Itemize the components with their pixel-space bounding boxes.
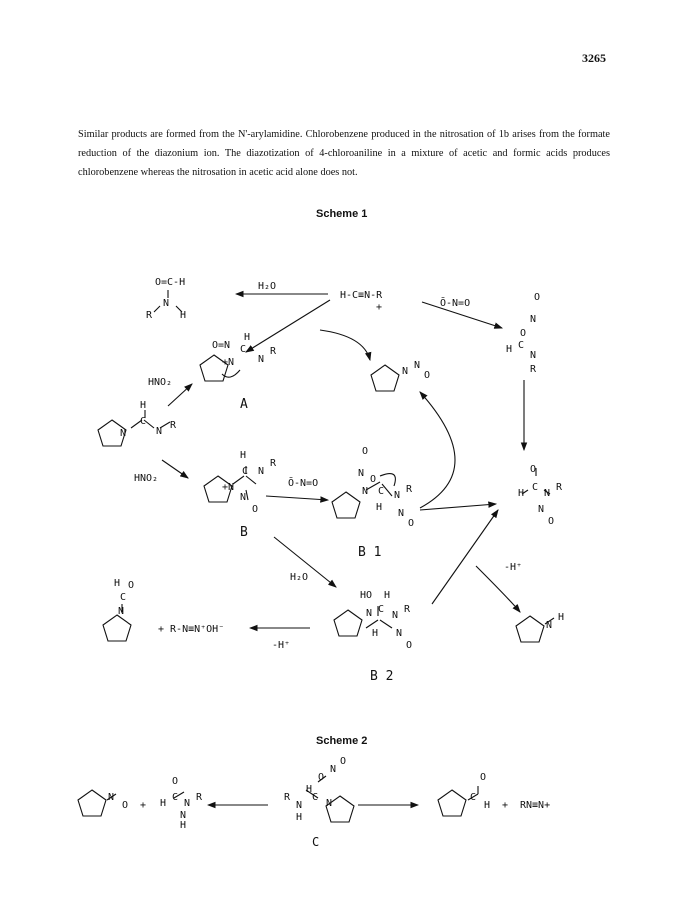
- svg-text:N: N: [402, 366, 409, 377]
- svg-text:N: N: [258, 466, 265, 477]
- svg-text:C: C: [518, 340, 525, 351]
- svg-text:HO: HO: [360, 590, 373, 601]
- svg-text:O: O: [424, 370, 431, 381]
- nitrilium-ion: H-C≡N-R: [340, 290, 383, 301]
- svg-text:O: O: [520, 328, 527, 339]
- svg-text:R: R: [146, 310, 153, 321]
- svg-text:N: N: [394, 490, 401, 501]
- svg-text:N: N: [530, 350, 537, 361]
- svg-text:N: N: [530, 314, 537, 325]
- svg-text:N: N: [184, 798, 191, 809]
- svg-text:R: R: [284, 792, 291, 803]
- scheme1-title: Scheme 1: [316, 208, 368, 220]
- svg-text:R: R: [270, 346, 277, 357]
- svg-text:O: O: [122, 800, 129, 811]
- svg-text:C: C: [470, 792, 477, 803]
- svg-text:N: N: [544, 488, 551, 499]
- pyrrolidine-ring: [516, 616, 544, 642]
- svg-text:O: O: [370, 474, 377, 485]
- pyrrolidine-ring: [334, 610, 362, 636]
- svg-text:O=N: O=N: [212, 340, 231, 351]
- svg-text:C: C: [312, 792, 319, 803]
- svg-text:O: O: [406, 640, 413, 651]
- svg-text:N: N: [362, 486, 369, 497]
- svg-text:N: N: [258, 354, 265, 365]
- svg-text:N: N: [392, 610, 399, 621]
- svg-text:N: N: [546, 620, 553, 631]
- nitrite-top: Ō-N=O: [440, 298, 471, 309]
- svg-text:O: O: [548, 516, 555, 527]
- formamide-top-text: O=C-H: [155, 277, 186, 288]
- svg-text:H: H: [484, 800, 491, 811]
- svg-text:O: O: [172, 776, 179, 787]
- svg-text:H: H: [558, 612, 565, 623]
- svg-text:C: C: [140, 416, 147, 427]
- svg-text:N: N: [326, 798, 333, 809]
- diazonium-product: RN≡N+: [520, 800, 551, 811]
- svg-text:H: H: [518, 488, 525, 499]
- svg-text:N: N: [398, 508, 405, 519]
- pyrrolidine-ring: [332, 492, 360, 518]
- pyrrolidine-ring: [103, 615, 131, 641]
- svg-text:H: H: [180, 310, 187, 321]
- scheme2-title: Scheme 2: [316, 735, 368, 747]
- svg-text:O: O: [480, 772, 487, 783]
- svg-text:N: N: [240, 492, 247, 503]
- svg-text:N: N: [296, 800, 303, 811]
- svg-text:N: N: [538, 504, 545, 515]
- svg-text:C: C: [378, 486, 385, 497]
- svg-text:R: R: [530, 364, 537, 375]
- svg-text:H: H: [384, 590, 391, 601]
- minus-h-bottom: -H⁺: [272, 640, 291, 651]
- pyrrolidine-ring: [371, 365, 399, 391]
- svg-text:H: H: [376, 502, 383, 513]
- svg-text:H: H: [306, 784, 313, 795]
- svg-text:N: N: [366, 608, 373, 619]
- label-B1: B 1: [358, 545, 382, 560]
- page-number: 3265: [582, 51, 606, 65]
- svg-text:N: N: [156, 426, 163, 437]
- minus-h-right: -H⁺: [504, 562, 523, 573]
- svg-text:O: O: [530, 464, 537, 475]
- svg-text:C: C: [378, 604, 385, 615]
- svg-text:N: N: [180, 810, 187, 821]
- svg-text:C: C: [240, 344, 247, 355]
- svg-text:R: R: [170, 420, 177, 431]
- svg-text:H: H: [372, 628, 379, 639]
- svg-text:C: C: [532, 482, 539, 493]
- reagent-hno2-lower: HNO₂: [134, 473, 159, 484]
- svg-text:R: R: [404, 604, 411, 615]
- label-C: C: [312, 835, 320, 849]
- svg-text:N: N: [108, 792, 115, 803]
- svg-text:N: N: [414, 360, 421, 371]
- svg-text:C: C: [242, 466, 249, 477]
- svg-text:R: R: [270, 458, 277, 469]
- svg-text:H: H: [240, 450, 247, 461]
- label-B: B: [240, 525, 248, 540]
- nitrite-mid: Ō-N=O: [288, 478, 319, 489]
- svg-text:O: O: [362, 446, 369, 457]
- svg-text:+N: +N: [222, 482, 235, 493]
- svg-text:H: H: [114, 578, 121, 589]
- svg-text:O: O: [318, 772, 325, 783]
- svg-text:H: H: [140, 400, 147, 411]
- svg-text:+: +: [502, 800, 509, 811]
- svg-text:R: R: [556, 482, 563, 493]
- svg-text:N: N: [330, 764, 337, 775]
- body-paragraph: Similar products are formed from the N'-arylamidine. Chlorobenzene produced in the nitrosation of 1b arises from the formate reduction of the diazonium ion. The diazotization of 4-chloroaniline in a mixture of acetic and formic acids produces chlorobenzene whereas the nitrosation in acetic acid alone does not.: [78, 129, 610, 178]
- svg-text:N: N: [118, 606, 125, 617]
- label-B2: B 2: [370, 669, 394, 684]
- svg-text:H: H: [244, 332, 251, 343]
- svg-text:O: O: [408, 518, 415, 529]
- svg-text:N: N: [163, 298, 170, 309]
- reagent-hno2-upper: HNO₂: [148, 377, 173, 388]
- svg-text:O: O: [252, 504, 259, 515]
- svg-text:N: N: [120, 428, 127, 439]
- svg-text:O: O: [128, 580, 135, 591]
- reagent-water-top: H₂O: [258, 281, 277, 292]
- svg-text:+: +: [140, 800, 147, 811]
- label-A: A: [240, 397, 248, 412]
- reagent-water-mid: H₂O: [290, 572, 309, 583]
- svg-text:H: H: [180, 820, 187, 831]
- svg-text:+N: +N: [222, 357, 235, 368]
- svg-text:O: O: [534, 292, 541, 303]
- svg-text:H: H: [296, 812, 303, 823]
- svg-text:H: H: [160, 798, 167, 809]
- svg-text:H: H: [506, 344, 513, 355]
- svg-text:O: O: [340, 756, 347, 767]
- svg-text:+: +: [376, 302, 383, 313]
- pyrrolidine-ring: [78, 790, 106, 816]
- svg-text:R: R: [406, 484, 413, 495]
- svg-text:C: C: [120, 592, 127, 603]
- svg-text:R: R: [196, 792, 203, 803]
- diazonium-hydroxide: + R-N≡N⁺OH⁻: [158, 624, 225, 635]
- svg-text:C: C: [172, 792, 179, 803]
- pyrrolidine-ring: [438, 790, 466, 816]
- svg-text:N: N: [396, 628, 403, 639]
- svg-text:N: N: [358, 468, 365, 479]
